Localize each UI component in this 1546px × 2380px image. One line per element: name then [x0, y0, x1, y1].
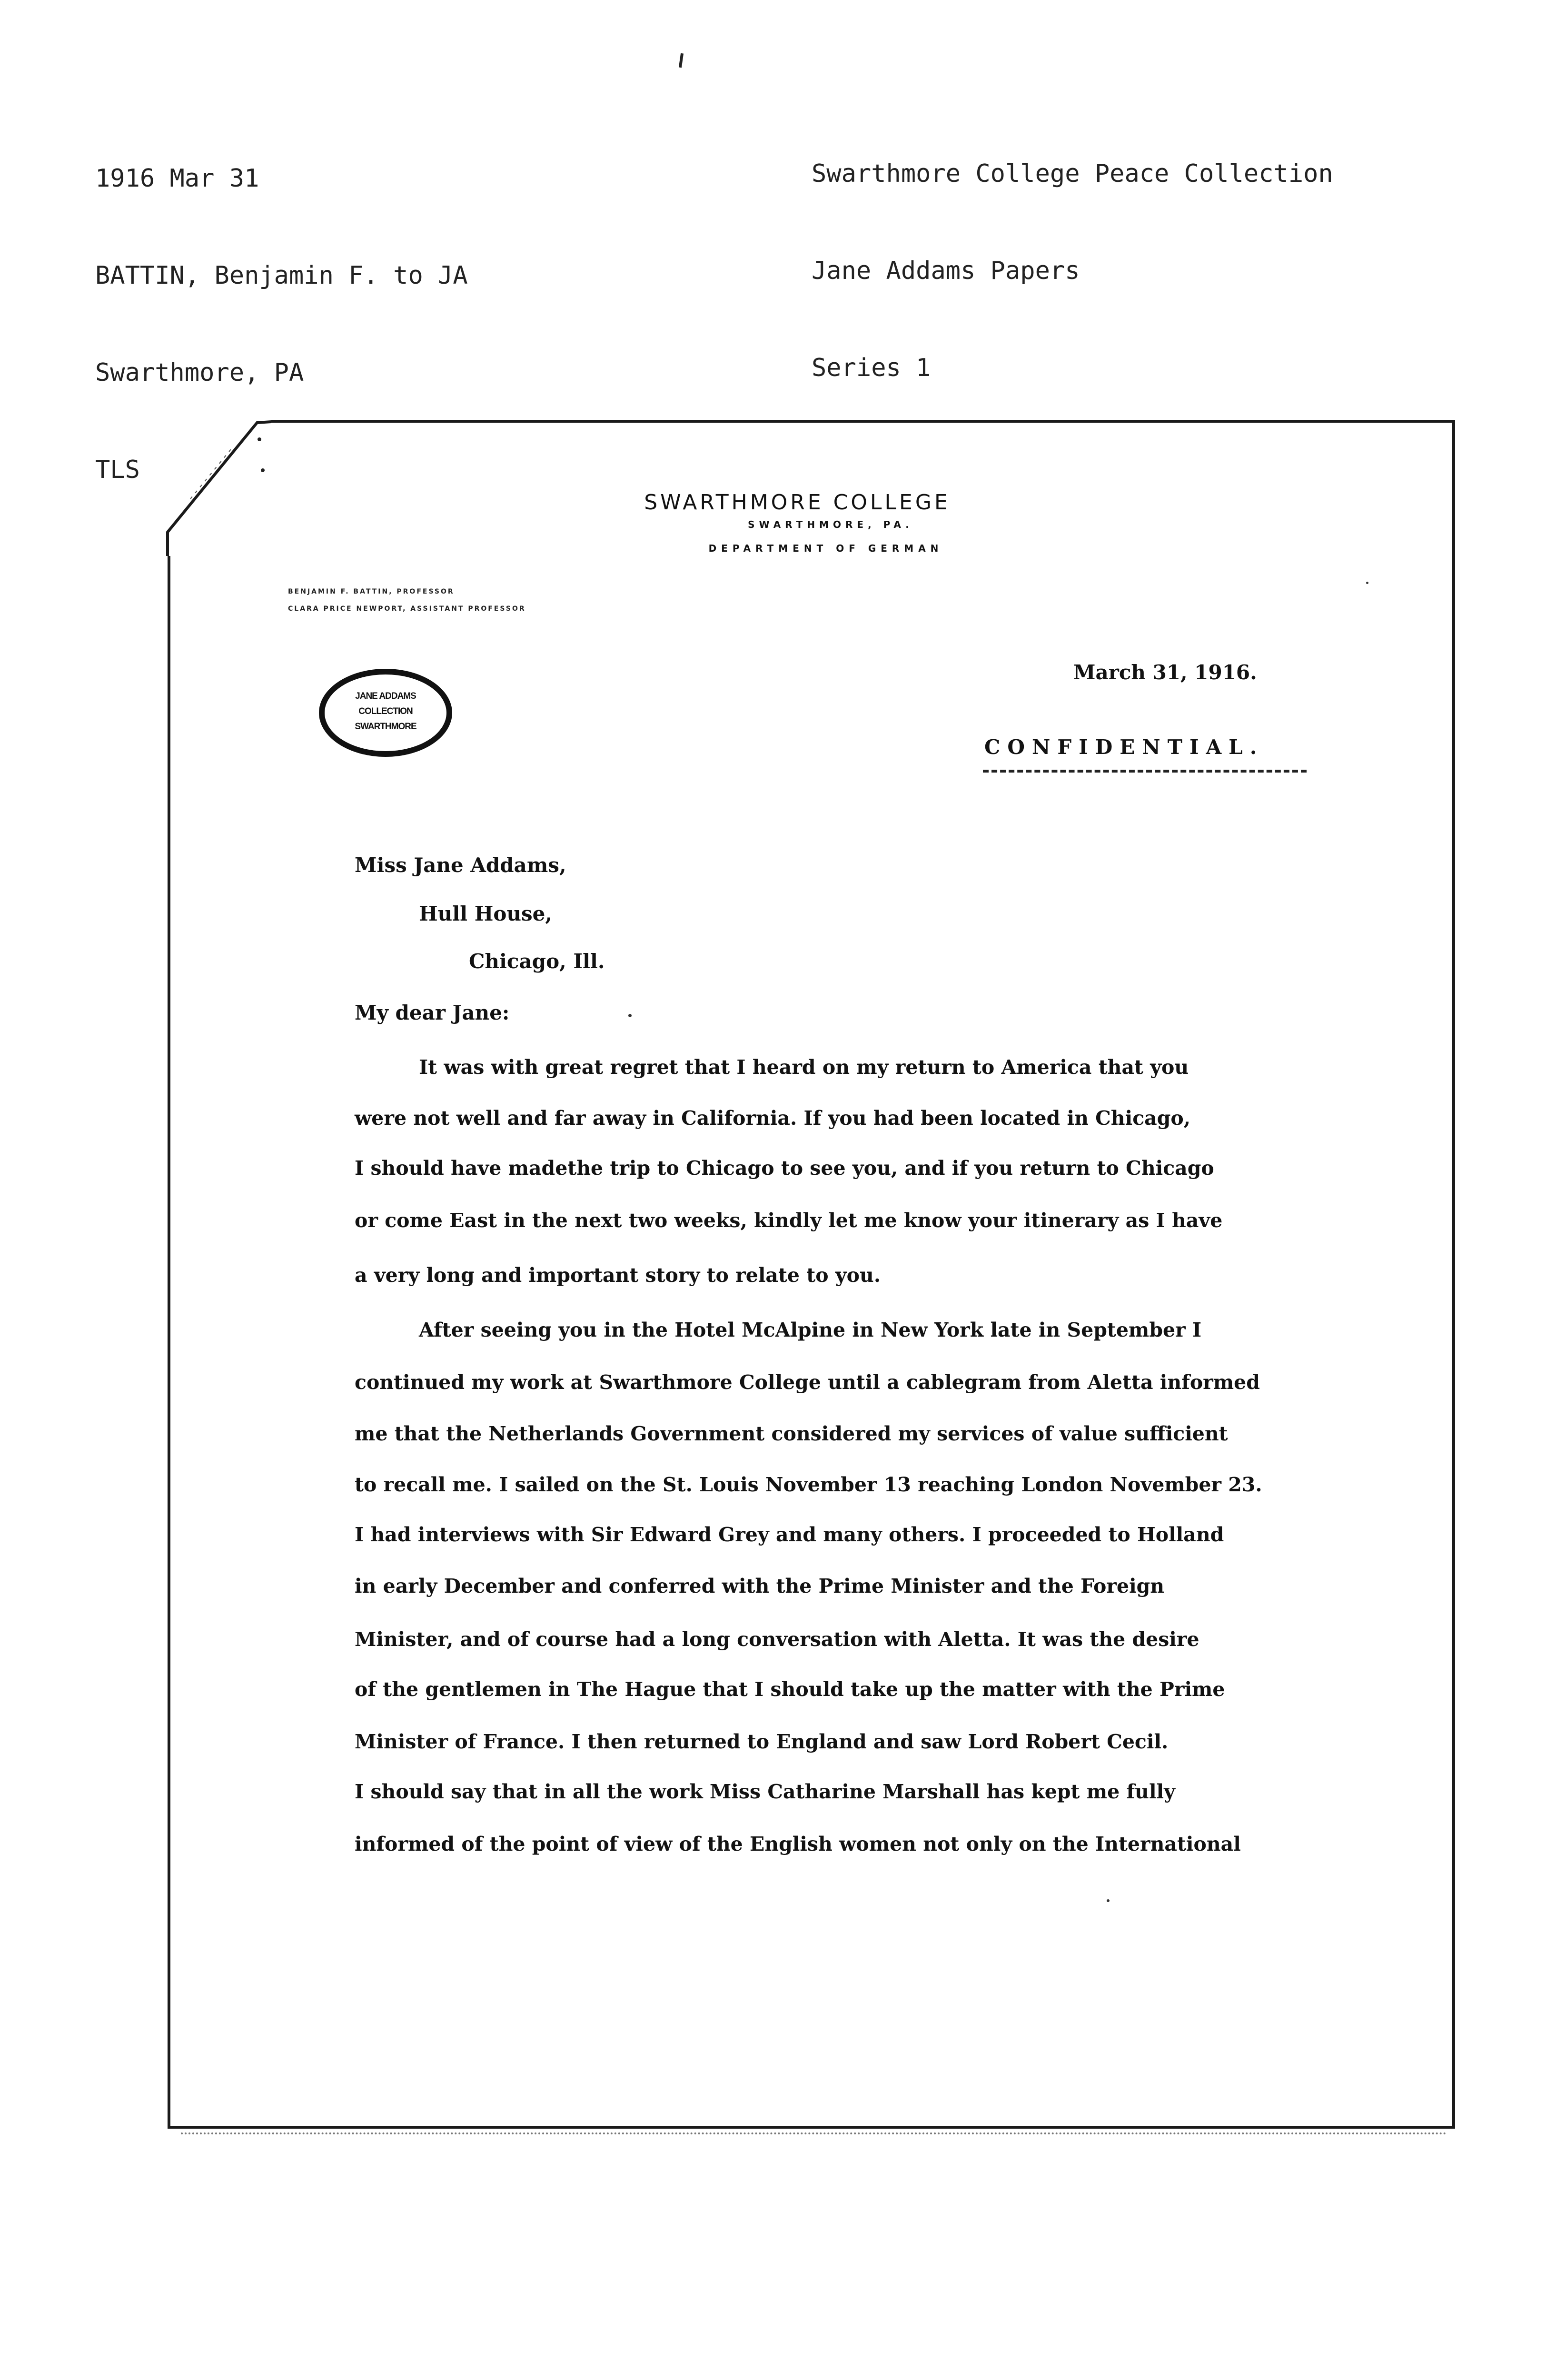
letterhead: [524, 490, 1071, 562]
body-line: Minister, and of course had a long conversation with Aletta. It was the desire: [355, 1628, 1199, 1651]
recipient-name: Miss Jane Addams,: [355, 853, 566, 877]
confidential-underline: [983, 770, 1307, 773]
body-line: or come East in the next two weeks, kindly let me know your itinerary as I have: [355, 1209, 1223, 1232]
body-line: me that the Netherlands Government considered my services of value sufficient: [355, 1422, 1228, 1445]
letterhead-college: SWARTHMORE COLLEGE: [644, 490, 951, 515]
confidential-heading: CONFIDENTIAL.: [984, 735, 1264, 759]
archive-collection: [812, 93, 1333, 416]
body-line: of the gentlemen in The Hague that I should take up the matter with the Prime: [355, 1678, 1225, 1701]
recipient-street: Hull House,: [419, 902, 552, 925]
collection-series: Series 1: [812, 354, 931, 382]
archive-place: Swarthmore, PA: [95, 358, 304, 387]
faculty-assistant-professor: CLARA PRICE NEWPORT, ASSISTANT PROFESSOR: [288, 605, 526, 613]
archive-date: 1916 Mar 31: [95, 164, 259, 193]
collection-stamp: [319, 669, 452, 757]
body-line: a very long and important story to relate to you.: [355, 1264, 881, 1287]
letterhead-place: SWARTHMORE, PA.: [748, 519, 913, 530]
body-line: in early December and conferred with the Prime Minister and the Foreign: [355, 1575, 1165, 1597]
letterhead-department: DEPARTMENT OF GERMAN: [708, 543, 943, 554]
body-line: to recall me. I sailed on the St. Louis November 13 reaching London November 23.: [355, 1473, 1262, 1496]
body-line: I should have madethe trip to Chicago to see you, and if you return to Chicago: [355, 1157, 1214, 1180]
faculty-professor: BENJAMIN F. BATTIN, PROFESSOR: [288, 588, 455, 595]
scan-mark: [679, 53, 684, 68]
faculty-list: [288, 583, 526, 617]
salutation: My dear Jane:: [355, 1001, 510, 1024]
archive-correspondents: BATTIN, Benjamin F. to JA: [95, 261, 468, 290]
stamp-line: SWARTHMORE: [355, 722, 416, 732]
collection-name: Swarthmore College Peace Collection: [812, 159, 1333, 188]
body-line: I should say that in all the work Miss Catharine Marshall has kept me fully: [355, 1780, 1175, 1803]
scan-speck: [1366, 582, 1368, 584]
stamp-line: COLLECTION: [358, 706, 413, 716]
scan-edge-streak: [181, 2132, 1447, 2138]
stamp-line: JANE ADDAMS: [355, 691, 416, 701]
body-line: informed of the point of view of the English women not only on the International: [355, 1833, 1241, 1855]
body-line: continued my work at Swarthmore College until a cablegram from Aletta informed: [355, 1371, 1260, 1394]
collection-papers: Jane Addams Papers: [812, 257, 1080, 285]
body-line: I had interviews with Sir Edward Grey and many others. I proceeded to Holland: [355, 1523, 1224, 1546]
body-line: It was with great regret that I heard on my return to America that you: [419, 1056, 1189, 1079]
scan-speck: [628, 1014, 632, 1017]
letter-date: March 31, 1916.: [1073, 661, 1257, 684]
body-line: After seeing you in the Hotel McAlpine in New York late in September I: [419, 1319, 1202, 1341]
archive-format: TLS: [95, 456, 140, 484]
body-line: were not well and far away in California. If you had been located in Chicago,: [355, 1107, 1191, 1130]
recipient-city: Chicago, Ill.: [469, 950, 605, 973]
body-line: Minister of France. I then returned to England and saw Lord Robert Cecil.: [355, 1730, 1169, 1753]
scan-speck: [1107, 1899, 1110, 1902]
